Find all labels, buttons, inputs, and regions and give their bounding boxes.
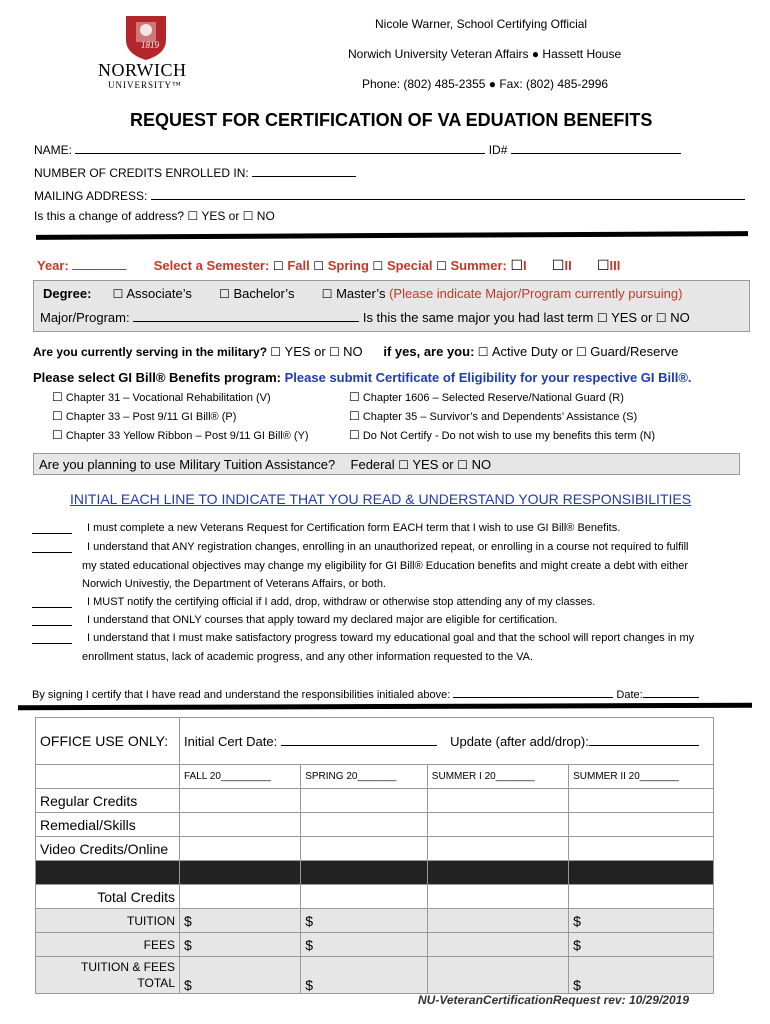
- responsibility-5a: I understand that I must make satisfactory progress toward my educational goal and that the school will report changes in my: [87, 632, 695, 644]
- logo-sub: UNIVERSITY™: [108, 80, 182, 90]
- change-no-label: NO: [256, 209, 275, 223]
- same-major-label: Is this the same major you had last term: [362, 310, 594, 325]
- responsibilities-heading: INITIAL EACH LINE TO INDICATE THAT YOU READ & UNDERSTAND YOUR RESPONSIBILITIES: [70, 491, 692, 507]
- ch31-option[interactable]: [52, 390, 271, 404]
- ch35-option[interactable]: [349, 409, 637, 423]
- associates-checkbox[interactable]: ☐: [112, 287, 124, 301]
- address-field[interactable]: [151, 187, 745, 200]
- if-yes-label: if yes, are you:: [383, 344, 475, 359]
- change-yes-checkbox[interactable]: ☐: [187, 209, 199, 223]
- address-row: [34, 187, 745, 203]
- responsibility-3: I MUST notify the certifying official if I add, drop, withdraw or otherwise stop attending any of my classes.: [87, 596, 596, 608]
- gibill-row: [33, 370, 692, 385]
- tuition-summer2[interactable]: $: [569, 909, 714, 933]
- military-yes-label: YES or: [284, 344, 326, 359]
- degree-row: [43, 286, 682, 301]
- initial-line-2[interactable]: [32, 540, 72, 553]
- spring-checkbox[interactable]: ☐: [313, 259, 325, 273]
- update-label: Update (after add/drop):: [450, 734, 589, 749]
- term-header-blank: [36, 765, 180, 789]
- tuition-fees-total-label: [36, 957, 180, 994]
- tuition-summer1[interactable]: [427, 909, 568, 933]
- initial-cert-field[interactable]: [281, 733, 437, 746]
- cell[interactable]: [180, 813, 301, 837]
- cell[interactable]: [301, 885, 428, 909]
- responsibility-2c: Norwich Univestiy, the Department of Veterans Affairs, or both.: [82, 578, 387, 590]
- responsibility-2a: I understand that ANY registration changes, enrolling in an unauthorized repeat, or enrolling in a course not required to fulfill: [87, 541, 689, 553]
- major-field[interactable]: [133, 309, 359, 322]
- cell[interactable]: [427, 837, 568, 861]
- change-label: Is this a change of address?: [34, 209, 185, 223]
- ch1606-label: Chapter 1606 – Selected Reserve/National Guard (R): [362, 392, 624, 404]
- update-field[interactable]: [589, 733, 699, 746]
- select-semester-label: Select a Semester:: [153, 258, 270, 273]
- nocert-option[interactable]: [349, 428, 655, 442]
- divider-bar-2: [18, 703, 752, 711]
- ch33-option[interactable]: [52, 409, 236, 423]
- special-checkbox[interactable]: ☐: [372, 259, 384, 273]
- summer-i-label: I: [523, 258, 527, 273]
- initial-cert-label: Initial Cert Date:: [184, 734, 278, 749]
- dark-separator: [301, 861, 428, 885]
- dark-separator: [427, 861, 568, 885]
- active-duty-label: Active Duty or: [491, 344, 573, 359]
- total-summer2[interactable]: $: [569, 957, 714, 994]
- summer2-term-header: SUMMER II 20_______: [569, 765, 714, 789]
- signature-row: [32, 685, 699, 701]
- total-fall[interactable]: $: [180, 957, 301, 994]
- responsibility-1: I must complete a new Veterans Request for Certification form EACH term that I wish to use GI Bill® Benefits.: [87, 522, 621, 534]
- divider-bar: [36, 231, 748, 240]
- nocert-label: Do Not Certify - Do not wish to use my benefits this term (N): [362, 430, 656, 442]
- credits-field[interactable]: [252, 164, 356, 177]
- date-label: Date:: [616, 689, 643, 701]
- address-label: MAILING ADDRESS:: [34, 189, 148, 203]
- signature-field[interactable]: [453, 685, 613, 698]
- ch35-label: Chapter 35 – Survivor’s and Dependents’ Assistance (S): [362, 411, 638, 423]
- tuition-spring[interactable]: $: [301, 909, 428, 933]
- masters-checkbox[interactable]: ☐: [321, 287, 333, 301]
- cell[interactable]: [301, 813, 428, 837]
- dark-separator: [36, 861, 180, 885]
- phone-fax: Phone: (802) 485-2355 ● Fax: (802) 485-2996: [362, 77, 609, 91]
- fees-summer1[interactable]: [427, 933, 568, 957]
- cell[interactable]: [427, 789, 568, 813]
- fall-checkbox[interactable]: ☐: [272, 259, 284, 273]
- form-revision: NU-VeteranCertificationRequest rev: 10/29/2019: [418, 993, 689, 1007]
- cell[interactable]: [180, 789, 301, 813]
- initial-line-1[interactable]: [32, 521, 72, 534]
- summer-label: Summer:: [450, 258, 507, 273]
- remedial-label: Remedial/Skills: [36, 813, 180, 837]
- military-no-label: NO: [343, 344, 363, 359]
- year-field[interactable]: [72, 257, 126, 270]
- semester-row: [37, 257, 620, 274]
- fees-spring[interactable]: $: [301, 933, 428, 957]
- total-credits-label: Total Credits: [36, 885, 180, 909]
- summer-iii-checkbox[interactable]: ☐: [596, 258, 610, 274]
- change-yes-label: YES or: [201, 209, 240, 223]
- total-summer1[interactable]: [427, 957, 568, 994]
- indicate-major-note: (Please indicate Major/Program currently pursuing): [389, 286, 683, 301]
- spring-label: Spring: [327, 258, 369, 273]
- cell[interactable]: [427, 885, 568, 909]
- tf-line-1: TUITION & FEES: [80, 960, 175, 974]
- ch33yr-checkbox[interactable]: ☐: [52, 428, 63, 442]
- major-label: Major/Program:: [40, 310, 130, 325]
- ta-yes-label: YES or: [412, 457, 454, 472]
- initial-line-5[interactable]: [32, 631, 72, 644]
- cell[interactable]: [180, 837, 301, 861]
- tuition-fall[interactable]: $: [180, 909, 301, 933]
- certifying-official: Nicole Warner, School Certifying Official: [375, 17, 588, 31]
- bachelors-label: Bachelor’s: [233, 286, 295, 301]
- nocert-checkbox[interactable]: ☐: [349, 428, 360, 442]
- dark-separator: [569, 861, 714, 885]
- ch1606-checkbox[interactable]: ☐: [349, 390, 360, 404]
- spring-term-header: SPRING 20_______: [301, 765, 428, 789]
- summer1-term-header: SUMMER I 20_______: [427, 765, 568, 789]
- id-label: ID#: [488, 143, 508, 157]
- military-no-checkbox[interactable]: ☐: [329, 345, 340, 359]
- total-spring[interactable]: $: [301, 957, 428, 994]
- federal-label: Federal: [350, 457, 395, 472]
- ch31-label: Chapter 31 – Vocational Rehabilitation (V): [65, 392, 271, 404]
- fall-label: Fall: [287, 258, 310, 273]
- signature-statement: By signing I certify that I have read and understand the responsibilities initialed above:: [32, 689, 451, 701]
- change-no-checkbox[interactable]: ☐: [242, 209, 254, 223]
- associates-label: Associate’s: [126, 286, 192, 301]
- fall-term-header: FALL 20_________: [180, 765, 301, 789]
- military-question: Are you currently serving in the military?: [33, 345, 268, 359]
- bachelors-checkbox[interactable]: ☐: [219, 287, 230, 301]
- degree-label: Degree:: [43, 286, 92, 301]
- office-use-table: [35, 717, 714, 994]
- page-title: REQUEST FOR CERTIFICATION OF VA EDUATION BENEFITS: [130, 110, 653, 130]
- guard-reserve-label: Guard/Reserve: [590, 344, 679, 359]
- guard-reserve-checkbox[interactable]: ☐: [576, 345, 587, 359]
- initial-line-3[interactable]: [32, 595, 72, 608]
- dark-separator: [180, 861, 301, 885]
- summer-iii-label: III: [609, 258, 621, 273]
- gibill-submit-note: Please submit Certificate of Eligibility for your respective GI Bill®.: [284, 370, 692, 385]
- cell[interactable]: [569, 837, 714, 861]
- cell[interactable]: [569, 813, 714, 837]
- cell[interactable]: [569, 885, 714, 909]
- credits-label: NUMBER OF CREDITS ENROLLED IN:: [34, 166, 249, 180]
- name-field[interactable]: [75, 141, 485, 154]
- norwich-logo-icon: [122, 12, 170, 62]
- video-credits-label: Video Credits/Online: [36, 837, 180, 861]
- ch33yr-label: Chapter 33 Yellow Ribbon – Post 9/11 GI Bill® (Y): [65, 430, 309, 442]
- date-field[interactable]: [643, 685, 699, 698]
- summer-ii-label: II: [564, 258, 572, 273]
- ta-yes-checkbox[interactable]: ☐: [398, 458, 409, 472]
- masters-label: Master’s: [336, 286, 386, 301]
- ch31-checkbox[interactable]: ☐: [52, 390, 63, 404]
- logo-year: 1819: [141, 40, 159, 50]
- tuition-assist-row: [39, 457, 491, 472]
- ta-no-checkbox[interactable]: ☐: [457, 458, 468, 472]
- cell[interactable]: [301, 837, 428, 861]
- regular-credits-label: Regular Credits: [36, 789, 180, 813]
- summer-i-checkbox[interactable]: ☐: [510, 258, 524, 274]
- change-row: [34, 209, 275, 223]
- military-yes-checkbox[interactable]: ☐: [270, 345, 282, 359]
- credits-row: [34, 164, 356, 180]
- name-row: [34, 141, 681, 157]
- ch33yr-option[interactable]: [52, 428, 309, 442]
- tuition-assist-question: Are you planning to use Military Tuition Assistance?: [39, 457, 336, 472]
- office-use-label: OFFICE USE ONLY:: [36, 718, 180, 765]
- summer-checkbox[interactable]: ☐: [436, 259, 447, 273]
- gibill-select-label: Please select GI Bill® Benefits program:: [33, 370, 281, 385]
- ch33-label: Chapter 33 – Post 9/11 GI Bill® (P): [65, 411, 237, 423]
- responsibility-4: I understand that ONLY courses that apply toward my declared major are eligible for certification.: [87, 614, 558, 626]
- initial-line-4[interactable]: [32, 613, 72, 626]
- cell[interactable]: [427, 813, 568, 837]
- military-row: [33, 344, 678, 359]
- fees-fall[interactable]: $: [180, 933, 301, 957]
- ch35-checkbox[interactable]: ☐: [349, 409, 360, 423]
- responsibility-2b: my stated educational objectives may change my eligibility for GI Bill® Education benefits and might create a debt with either: [82, 560, 689, 572]
- ta-no-label: NO: [471, 457, 492, 472]
- name-label: NAME:: [34, 143, 73, 157]
- cell[interactable]: [301, 789, 428, 813]
- same-major-yes-checkbox[interactable]: ☐: [596, 311, 608, 325]
- year-label: Year:: [37, 258, 69, 273]
- major-row: [40, 309, 690, 325]
- same-major-no-label: NO: [670, 310, 690, 325]
- summer-ii-checkbox[interactable]: ☐: [551, 258, 565, 274]
- ch33-checkbox[interactable]: ☐: [52, 409, 63, 423]
- cell[interactable]: [180, 885, 301, 909]
- ch1606-option[interactable]: [349, 390, 624, 404]
- id-field[interactable]: [511, 141, 681, 154]
- active-duty-checkbox[interactable]: ☐: [477, 345, 489, 359]
- logo-name: NORWICH: [98, 60, 187, 80]
- fees-label: FEES: [36, 933, 180, 957]
- tf-line-2: TOTAL: [137, 976, 175, 990]
- same-major-no-checkbox[interactable]: ☐: [655, 311, 667, 325]
- tuition-label: TUITION: [36, 909, 180, 933]
- fees-summer2[interactable]: $: [569, 933, 714, 957]
- special-label: Special: [386, 258, 433, 273]
- same-major-yes-label: YES or: [611, 310, 653, 325]
- responsibility-5b: enrollment status, lack of academic progress, and any other information requested to the VA.: [82, 651, 534, 663]
- va-office: Norwich University Veteran Affairs ● Hassett House: [348, 47, 622, 61]
- office-dates-cell: [180, 718, 714, 765]
- cell[interactable]: [569, 789, 714, 813]
